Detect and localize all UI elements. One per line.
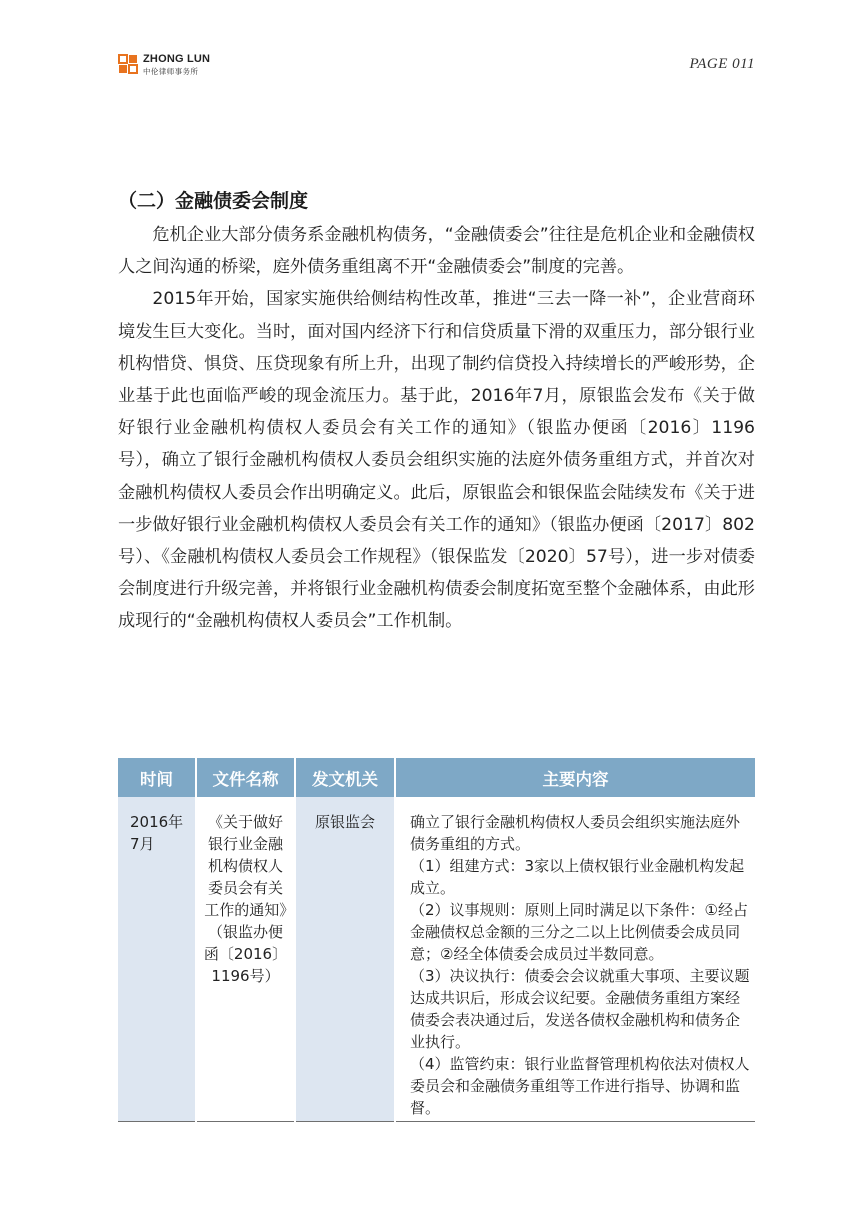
header-document: 文件名称 [196,758,295,797]
regulation-table [118,758,755,1122]
cell-time: 2016年7月 [118,797,196,1122]
content-line: 确立了银行金融机构债权人委员会组织实施法庭外债务重组的方式。 [410,813,741,853]
zhonglun-logo [118,52,248,78]
logo-chinese-name: 中伦律师事务所 [143,67,199,76]
logo-english-name: ZHONG LUN [143,53,211,65]
section-body [118,219,755,638]
header-time: 时间 [118,758,196,797]
content-line: （2）议事规则：原则上同时满足以下条件：①经占金融债权总金额的三分之二以上比例债委会成员同意；②经全体债委会成员过半数同意。 [410,901,748,963]
content-line: （1）组建方式：3家以上债权银行业金融机构发起成立。 [410,857,745,897]
section-title: （二）金融债委会制度 [118,190,309,212]
content-line: （4）监管约束：银行业监督管理机构依法对债权人委员会和金融债务重组等工作进行指导、协调和监督。 [410,1055,750,1117]
logo-mark-icon [118,54,138,74]
page-header [118,52,755,78]
cell-content [395,797,755,1122]
cell-document: 《关于做好银行业金融机构债权人委员会有关工作的通知》（银监办便函〔2016〕1196号） [196,797,295,1122]
page-number: PAGE 011 [689,56,755,72]
table-header-row [118,758,755,797]
paragraph-1: 危机企业大部分债务系金融机构债务，“金融债委会”往往是危机企业和金融债权人之间沟通的桥梁，庭外债务重组离不开“金融债委会”制度的完善。 [118,225,755,278]
header-issuer: 发文机关 [295,758,395,797]
cell-issuer: 原银监会 [295,797,395,1122]
paragraph-2: 2015年开始，国家实施供给侧结构性改革，推进“三去一降一补”，企业营商环境发生巨大变化。当时，面对国内经济下行和信贷质量下滑的双重压力，部分银行业机构惜贷、惧贷、压贷现象有所上升，出现了制约信贷投入持续增长的严峻形势，企业基于此也面临严峻的现金流压力。基于此，2016年7月，原银监会发布《关于做好银行业金融机构债权人委员会有关工作的通知》（银监办便函〔2016〕1196号），确立了银行金融机构债权人委员会组织实施的法庭外债务重组方式，并首次对金融机构债权人委员会作出明确定义。此后，原银监会和银保监会陆续发布《关于进一步做好银行业金融机构债权人委员会有关工作的通知》（银监办便函〔2017〕802号）、《金融机构债权人委员会工作规程》（银保监发〔2020〕57号），进一步对债委会制度进行升级完善，并将银行业金融机构债委会制度拓宽至整个金融体系，由此形成现行的“金融机构债权人委员会”工作机制。 [118,289,755,632]
header-content: 主要内容 [395,758,755,797]
table-row [118,797,755,1122]
content-line: （3）决议执行：债委会会议就重大事项、主要议题达成共识后，形成会议纪要。金融债务重组方案经债委会表决通过后，发送各债权金融机构和债务企业执行。 [410,967,750,1051]
